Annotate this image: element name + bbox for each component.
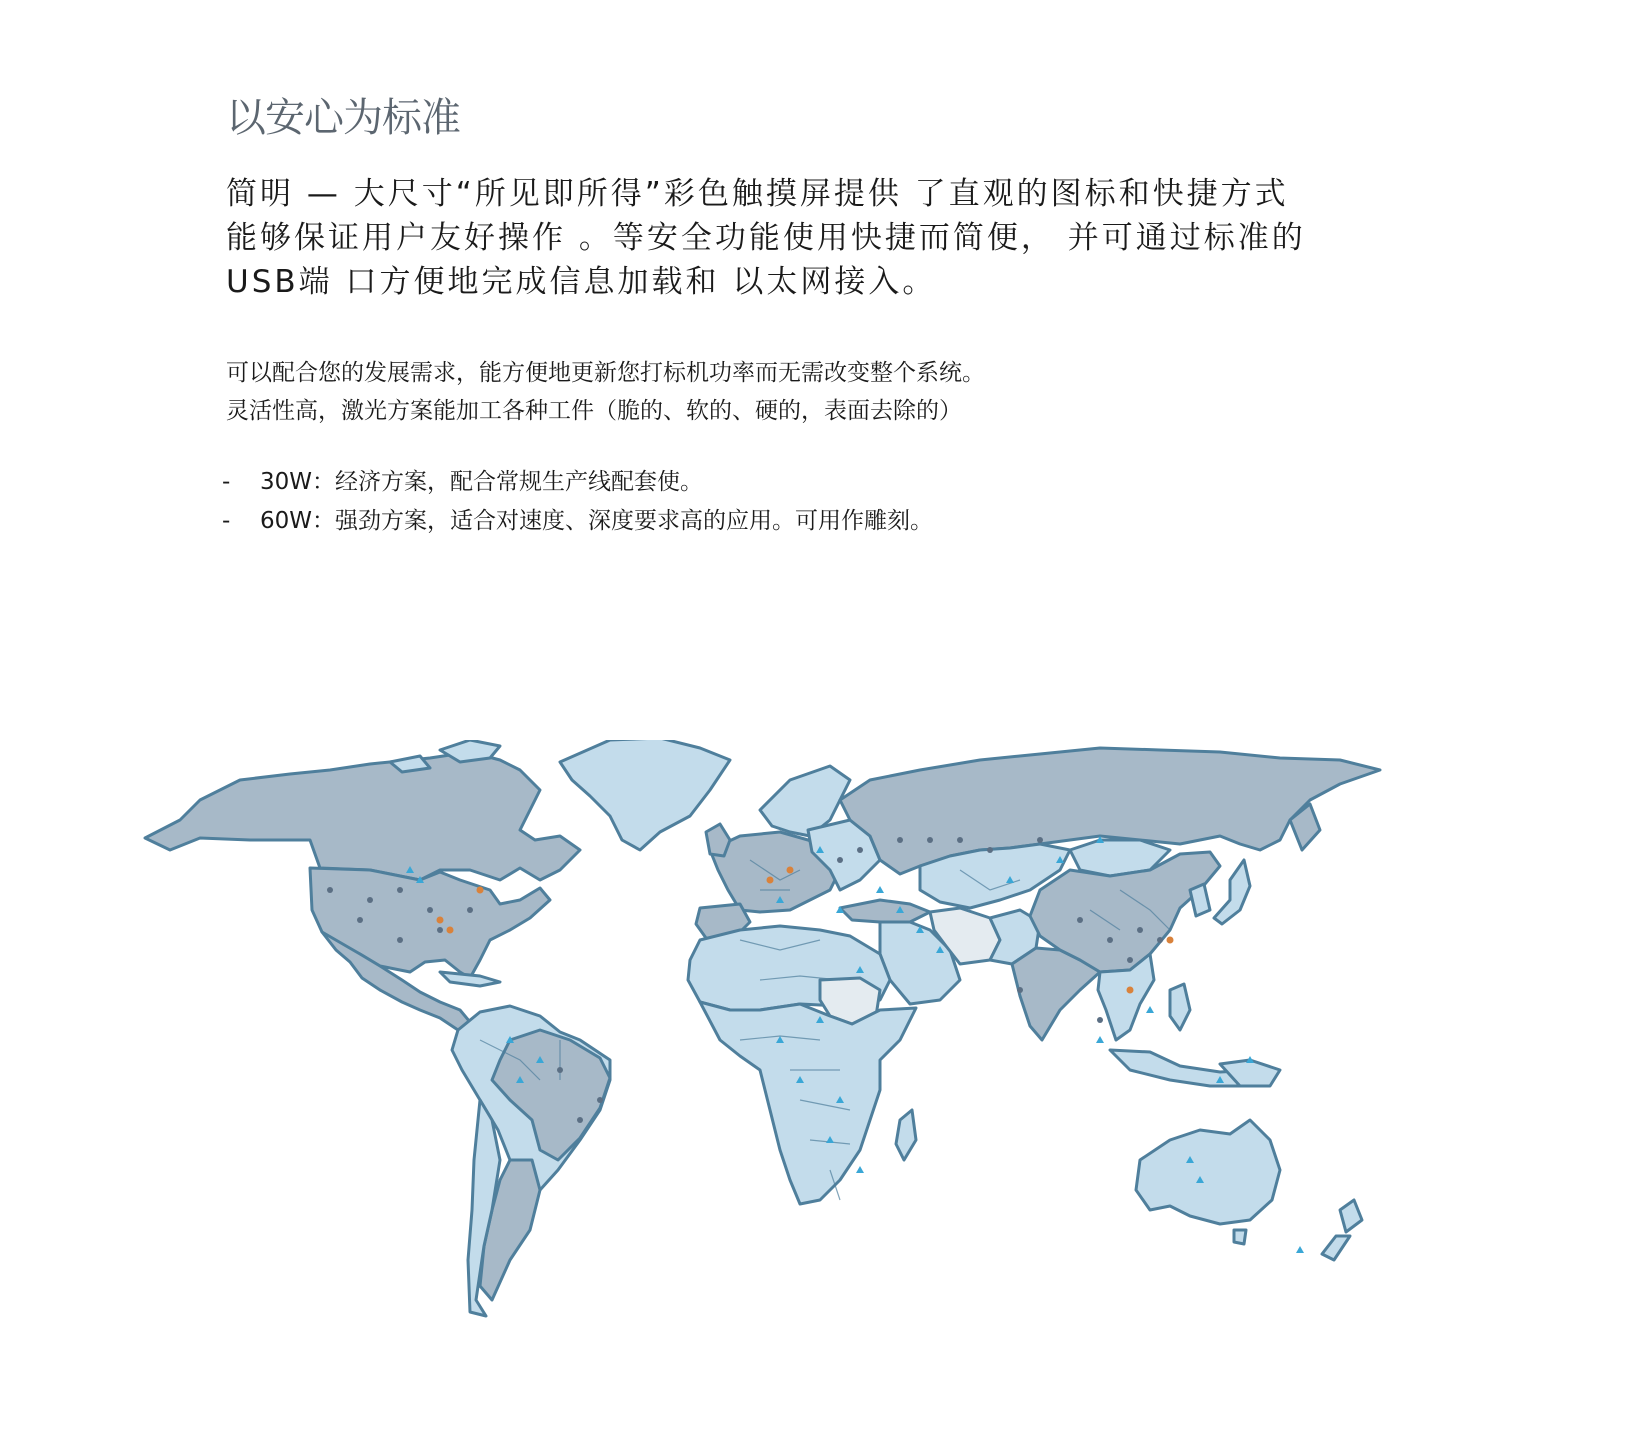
marker-triangle [1096, 1036, 1104, 1043]
marker-triangle [1146, 1006, 1154, 1013]
marker-dot [397, 887, 403, 893]
marker-dot [557, 1067, 563, 1073]
region-sub-saharan-africa [700, 1002, 916, 1204]
world-map [140, 740, 1520, 1380]
marker-dot [927, 837, 933, 843]
marker-dot [957, 837, 963, 843]
marker-dot [1097, 1017, 1103, 1023]
marker-dot [1077, 917, 1083, 923]
bullet-dash: - [222, 508, 231, 534]
page-title: 以安心为标准 [226, 95, 460, 141]
marker-dot [897, 837, 903, 843]
bullet-item-30w [222, 463, 933, 502]
marker-orange-dot [437, 917, 444, 924]
paragraph-line: 灵活性高，激光方案能加工各种工件（脆的、软的、硬的，表面去除的） [226, 398, 962, 424]
region-tasmania [1234, 1230, 1246, 1244]
intro-line: USB端 口方便地完成信息加载和 以太网接入。 [226, 264, 937, 300]
marker-dot [837, 857, 843, 863]
marker-dot [1137, 927, 1143, 933]
bullet-text: 60W：强劲方案，适合对速度、深度要求高的应用。可用作雕刻。 [260, 508, 934, 534]
bullet-item-60w [222, 502, 933, 541]
region-korea [1190, 884, 1210, 916]
intro-line: 简明 — 大尺寸“所见即所得”彩色触摸屏提供 了直观的图标和快捷方式 [226, 176, 1289, 212]
marker-dot [1017, 987, 1023, 993]
marker-dot [427, 907, 433, 913]
region-new-zealand [1322, 1200, 1362, 1260]
bullet-text: 30W：经济方案，配合常规生产线配套使。 [260, 469, 704, 495]
region-turkey [840, 900, 930, 922]
marker-dot [597, 1097, 603, 1103]
intro-text [226, 172, 1456, 304]
region-greenland [560, 740, 730, 850]
region-canada-alaska [145, 752, 580, 880]
region-madagascar [896, 1110, 916, 1160]
marker-triangle [876, 886, 884, 893]
marker-orange-dot [447, 927, 454, 934]
region-usa [310, 868, 550, 978]
region-australia [1136, 1120, 1280, 1224]
body-paragraph [226, 354, 985, 430]
marker-dot [357, 917, 363, 923]
region-caribbean [440, 972, 500, 986]
intro-line: 能够保证用户友好操作 。等安全功能使用快捷而简便， 并可通过标准的 [226, 220, 1306, 256]
marker-dot [1127, 957, 1133, 963]
marker-dot [367, 897, 373, 903]
marker-dot [467, 907, 473, 913]
region-uk-ireland [706, 824, 730, 856]
region-japan [1214, 860, 1250, 924]
marker-dot [987, 847, 993, 853]
marker-dot [577, 1117, 583, 1123]
marker-orange-dot [477, 887, 484, 894]
marker-dot [437, 927, 443, 933]
bullet-list [222, 463, 933, 541]
marker-dot [1157, 937, 1163, 943]
marker-orange-dot [787, 867, 794, 874]
region-philippines [1170, 984, 1190, 1030]
paragraph-line: 可以配合您的发展需求，能方便地更新您打标机功率而无需改变整个系统。 [226, 360, 985, 386]
marker-orange-dot [767, 877, 774, 884]
marker-dot [1107, 937, 1113, 943]
marker-triangle [1296, 1246, 1304, 1253]
world-map-svg [140, 740, 1520, 1380]
marker-dot [857, 847, 863, 853]
marker-orange-dot [1127, 987, 1134, 994]
marker-dot [327, 887, 333, 893]
marker-orange-dot [1167, 937, 1174, 944]
marker-triangle [856, 1166, 864, 1173]
bullet-dash: - [222, 469, 231, 495]
marker-dot [1037, 837, 1043, 843]
marker-dot [397, 937, 403, 943]
